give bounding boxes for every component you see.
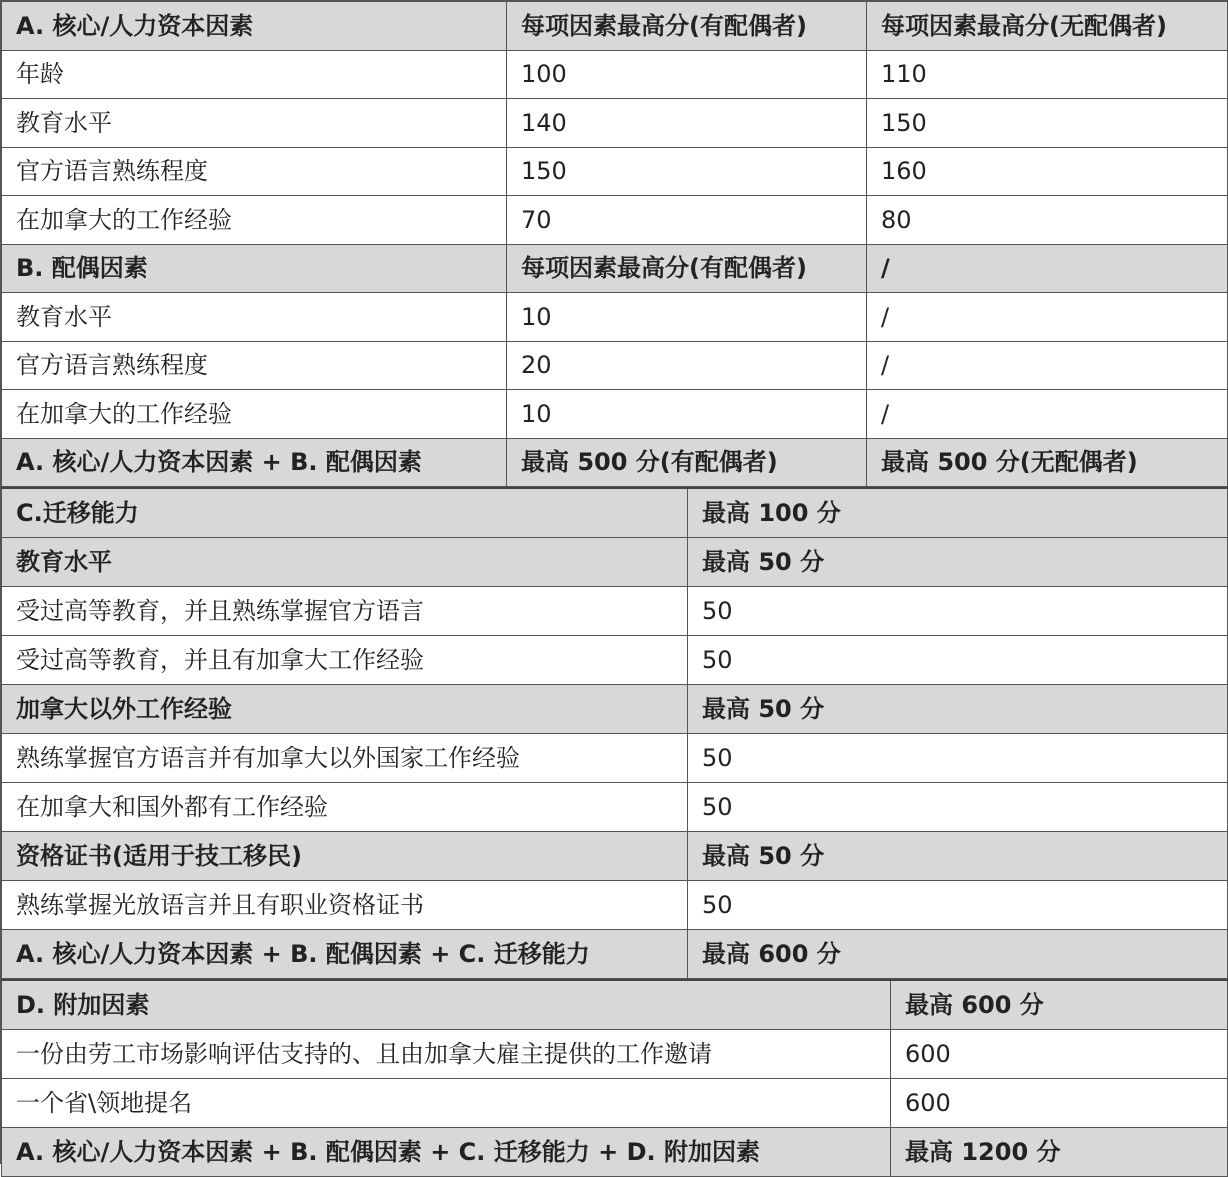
factor-label: 熟练掌握官方语言并有加拿大以外国家工作经验 — [2, 734, 688, 783]
section-c-max: 最高 100 分 — [688, 488, 1228, 538]
table-row — [2, 50, 1228, 99]
score: 50 — [688, 587, 1228, 636]
group-title: 加拿大以外工作经验 — [2, 685, 688, 734]
section-c-table — [1, 487, 1228, 979]
factor-label: 一份由劳工市场影响评估支持的、且由加拿大雇主提供的工作邀请 — [2, 1030, 891, 1079]
score-married: 140 — [507, 99, 867, 148]
section-b-col-single: / — [867, 244, 1228, 293]
total-label: A. 核心/人力资本因素 + B. 配偶因素 — [2, 438, 507, 487]
factor-label: 受过高等教育，并且熟练掌握官方语言 — [2, 587, 688, 636]
factor-label: 熟练掌握光放语言并且有职业资格证书 — [2, 881, 688, 930]
score-married: 150 — [507, 147, 867, 196]
score: 50 — [688, 783, 1228, 832]
table-row — [2, 390, 1228, 439]
section-b-col-married: 每项因素最高分(有配偶者) — [507, 244, 867, 293]
factor-label: 一个省\领地提名 — [2, 1079, 891, 1128]
group-header-row — [2, 685, 1228, 734]
factor-label: 教育水平 — [2, 293, 507, 342]
factor-label: 在加拿大的工作经验 — [2, 196, 507, 245]
score: 600 — [891, 1079, 1228, 1128]
section-b-title: B. 配偶因素 — [2, 244, 507, 293]
table-row — [2, 783, 1228, 832]
section-c-total-row — [2, 930, 1228, 979]
group-header-row — [2, 538, 1228, 587]
factor-label: 官方语言熟练程度 — [2, 341, 507, 390]
total-single: 最高 500 分(无配偶者) — [867, 438, 1228, 487]
score-married: 20 — [507, 341, 867, 390]
group-max: 最高 50 分 — [688, 832, 1228, 881]
score-married: 10 — [507, 293, 867, 342]
group-max: 最高 50 分 — [688, 538, 1228, 587]
group-title: 教育水平 — [2, 538, 688, 587]
factor-label: 在加拿大和国外都有工作经验 — [2, 783, 688, 832]
table-row — [2, 293, 1228, 342]
section-a-header-row — [2, 2, 1228, 51]
table-row — [2, 341, 1228, 390]
score: 600 — [891, 1030, 1228, 1079]
score-single: 150 — [867, 99, 1228, 148]
table-row — [2, 881, 1228, 930]
table-row — [2, 99, 1228, 148]
section-d-total-row — [2, 1128, 1228, 1177]
table-row — [2, 147, 1228, 196]
section-b-header-row — [2, 244, 1228, 293]
table-row — [2, 587, 1228, 636]
score-married: 10 — [507, 390, 867, 439]
section-a-title: A. 核心/人力资本因素 — [2, 2, 507, 51]
section-a-col-single: 每项因素最高分(无配偶者) — [867, 2, 1228, 51]
factor-label: 受过高等教育，并且有加拿大工作经验 — [2, 636, 688, 685]
score-single: 80 — [867, 196, 1228, 245]
section-d-max: 最高 600 分 — [891, 980, 1228, 1030]
section-d-header-row — [2, 980, 1228, 1030]
factor-label: 官方语言熟练程度 — [2, 147, 507, 196]
group-title: 资格证书(适用于技工移民) — [2, 832, 688, 881]
group-header-row — [2, 832, 1228, 881]
score-single: 110 — [867, 50, 1228, 99]
factor-label: 在加拿大的工作经验 — [2, 390, 507, 439]
factor-label: 年龄 — [2, 50, 507, 99]
score-single: / — [867, 341, 1228, 390]
section-c-title: C.迁移能力 — [2, 488, 688, 538]
score-married: 70 — [507, 196, 867, 245]
score-single: / — [867, 293, 1228, 342]
section-ab-total-row — [2, 438, 1228, 487]
total-married: 最高 500 分(有配偶者) — [507, 438, 867, 487]
table-row — [2, 196, 1228, 245]
section-a-col-married: 每项因素最高分(有配偶者) — [507, 2, 867, 51]
score: 50 — [688, 734, 1228, 783]
score-single: / — [867, 390, 1228, 439]
total-label: A. 核心/人力资本因素 + B. 配偶因素 + C. 迁移能力 + D. 附加因素 — [2, 1128, 891, 1177]
total-label: A. 核心/人力资本因素 + B. 配偶因素 + C. 迁移能力 — [2, 930, 688, 979]
total-max: 最高 1200 分 — [891, 1128, 1228, 1177]
group-max: 最高 50 分 — [688, 685, 1228, 734]
section-ab-table — [1, 1, 1228, 487]
score-married: 100 — [507, 50, 867, 99]
score-single: 160 — [867, 147, 1228, 196]
score: 50 — [688, 636, 1228, 685]
table-row — [2, 636, 1228, 685]
section-d-table — [1, 979, 1228, 1177]
section-c-header-row — [2, 488, 1228, 538]
table-row — [2, 1079, 1228, 1128]
total-max: 最高 600 分 — [688, 930, 1228, 979]
factor-label: 教育水平 — [2, 99, 507, 148]
score: 50 — [688, 881, 1228, 930]
table-row — [2, 1030, 1228, 1079]
section-d-title: D. 附加因素 — [2, 980, 891, 1030]
table-row — [2, 734, 1228, 783]
